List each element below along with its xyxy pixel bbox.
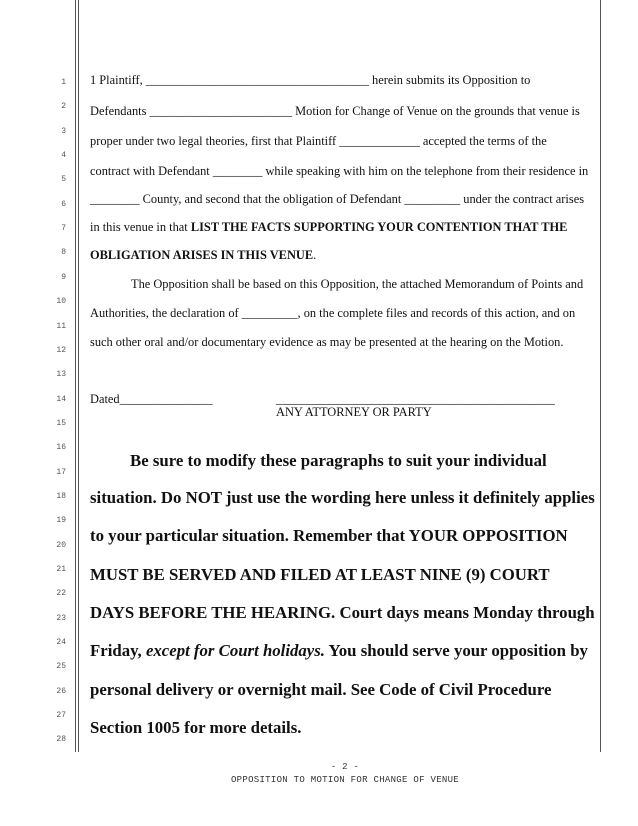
notice-line7: personal delivery or overnight mail. See Code of Civil Procedure <box>90 680 552 699</box>
line-number: 6 <box>61 199 66 209</box>
paragraph1-line1: 1 Plaintiff, ____________________________________ herein submits its Opposition to <box>90 73 531 87</box>
paragraph1-line5: ________ County, and second that the obligation of Defendant _________ under the contract arises <box>90 192 585 206</box>
left-margin-rule-inner <box>78 0 79 752</box>
paragraph1-line7-bold: OBLIGATION ARISES IN THIS VENUE <box>90 248 314 262</box>
paragraph1-line6-text: in this venue in that <box>90 220 191 234</box>
line-number: 26 <box>56 686 66 696</box>
line-number: 4 <box>61 151 66 161</box>
dated-line: Dated_______________ <box>90 392 213 406</box>
line-number: 23 <box>56 613 66 623</box>
line-number: 5 <box>61 175 66 185</box>
notice-line1: Be sure to modify these paragraphs to suit your individual <box>130 451 547 470</box>
notice-line2: situation. Do NOT just use the wording here unless it definitely applies <box>90 488 595 507</box>
paragraph1-line3: proper under two legal theories, first that Plaintiff _____________ accepted the terms of the <box>90 134 547 148</box>
notice-line8: Section 1005 for more details. <box>90 718 302 737</box>
notice-line5: DAYS BEFORE THE HEARING. Court days means Monday through <box>90 603 595 622</box>
paragraph1-line7 <box>90 248 316 263</box>
line-number: 12 <box>56 345 66 355</box>
left-margin-rule-outer <box>75 0 76 752</box>
paragraph1-line2: Defendants _______________________ Motion for Change of Venue on the grounds that venue is <box>90 104 580 118</box>
line-number: 1 <box>61 78 66 87</box>
line-number: 11 <box>56 321 66 331</box>
right-margin-rule <box>600 0 601 752</box>
line-number: 17 <box>56 467 66 477</box>
signature-label: ANY ATTORNEY OR PARTY <box>276 405 432 419</box>
paragraph1-line6 <box>90 220 567 235</box>
notice-line6-c: You should serve your opposition by <box>324 641 588 660</box>
footer-page-number: - 2 - <box>330 762 360 772</box>
paragraph2-line3: such other oral and/or documentary evidence as may be presented at the hearing on the Motion. <box>90 335 564 349</box>
notice-line6-italic: except for Court holidays. <box>145 641 325 660</box>
line-number: 27 <box>56 711 66 721</box>
footer-title: OPPOSITION TO MOTION FOR CHANGE OF VENUE <box>230 775 460 785</box>
line-number: 18 <box>56 491 66 501</box>
notice-line4: MUST BE SERVED AND FILED AT LEAST NINE (9) COURT <box>90 565 550 584</box>
line-number: 7 <box>61 224 66 234</box>
line-number: 21 <box>56 565 66 574</box>
notice-line6-a: Friday, <box>90 641 146 660</box>
line-number: 9 <box>61 272 66 282</box>
line-number: 24 <box>56 638 66 648</box>
line-number: 10 <box>56 297 66 307</box>
line-number: 8 <box>61 248 66 258</box>
paragraph2-line2: Authorities, the declaration of _________, on the complete files and records of this action, and on <box>90 306 576 320</box>
line-number: 2 <box>61 102 66 112</box>
line-number: 28 <box>56 735 66 745</box>
line-number: 14 <box>56 394 66 404</box>
signature-line: _____________________________________________ <box>276 392 555 406</box>
line-number: 13 <box>56 370 66 380</box>
paragraph2-line1: The Opposition shall be based on this Opposition, the attached Memorandum of Points and <box>131 277 584 291</box>
line-number: 15 <box>56 418 66 428</box>
line-number: 3 <box>61 126 66 136</box>
line-number: 20 <box>56 540 66 550</box>
line-number: 22 <box>56 589 66 599</box>
paragraph1-line7-end: . <box>313 248 317 262</box>
line-number: 16 <box>56 443 66 453</box>
paragraph1-line6-bold: LIST THE FACTS SUPPORTING YOUR CONTENTION THAT THE <box>190 220 568 234</box>
paragraph1-line4: contract with Defendant ________ while speaking with him on the telephone from their residence in <box>90 164 589 178</box>
line-number: 19 <box>56 516 66 526</box>
notice-line6 <box>90 641 588 661</box>
line-number: 25 <box>56 662 66 672</box>
notice-line3: to your particular situation. Remember that YOUR OPPOSITION <box>90 526 568 545</box>
